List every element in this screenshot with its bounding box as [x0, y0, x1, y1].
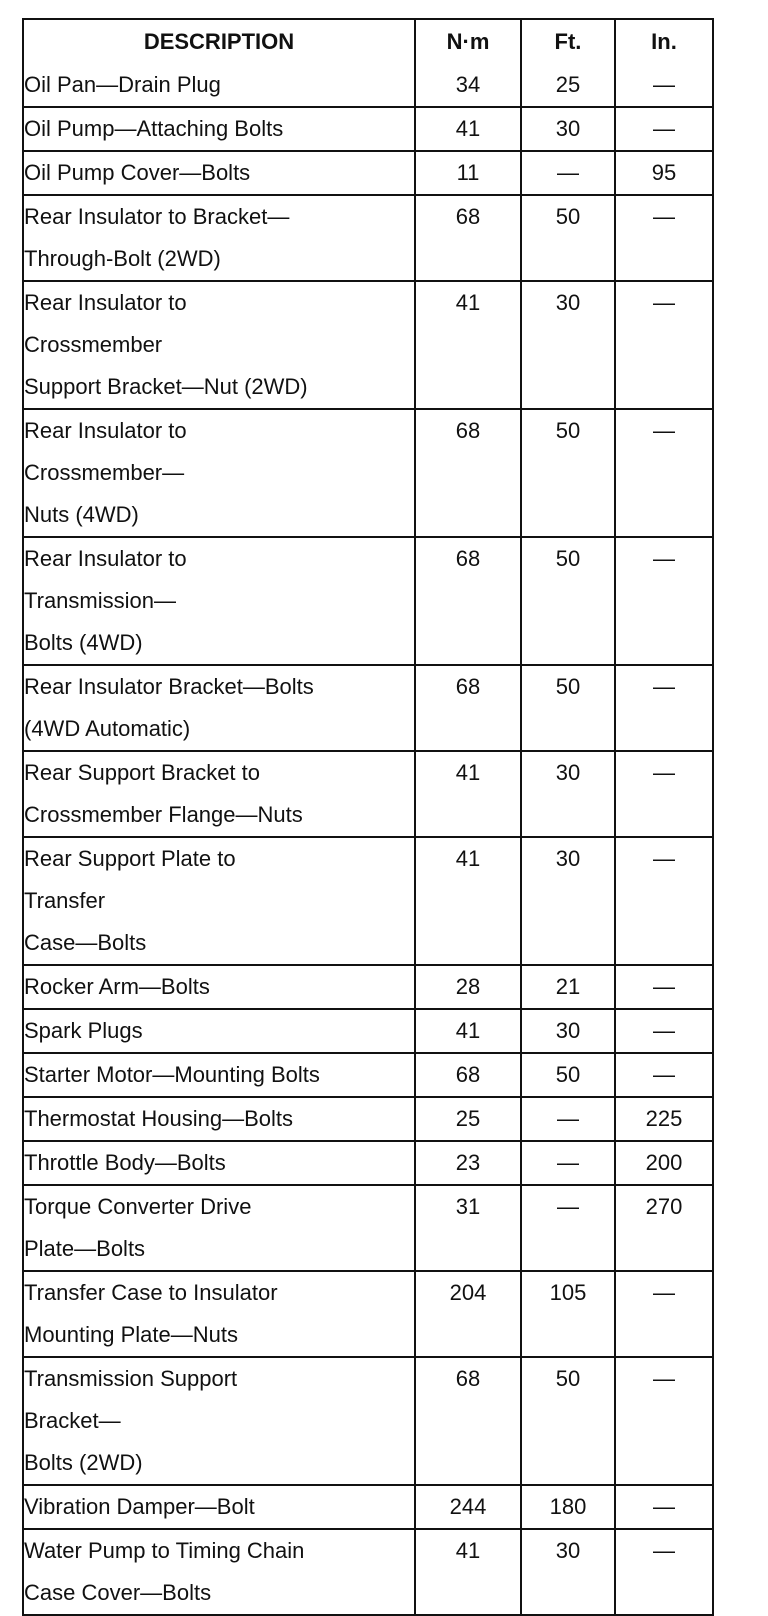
description-line: Thermostat Housing—Bolts	[24, 1106, 293, 1131]
table-row	[23, 195, 713, 281]
description-cell	[23, 1357, 415, 1485]
description-line: Vibration Damper—Bolt	[24, 1494, 255, 1519]
table-row	[23, 1271, 713, 1357]
nm-value-cell: 68	[415, 1053, 521, 1097]
table-row	[23, 965, 713, 1009]
description-line: Crossmember Flange—Nuts	[24, 802, 303, 827]
in-value-cell: —	[615, 751, 713, 837]
description-line: Transmission—	[24, 588, 176, 613]
description-cell	[23, 64, 415, 107]
table-row	[23, 1097, 713, 1141]
nm-value-cell: 68	[415, 537, 521, 665]
nm-value-cell: 28	[415, 965, 521, 1009]
ft-value-cell: 30	[521, 281, 615, 409]
header-description: DESCRIPTION	[23, 19, 415, 64]
description-line: Rear Insulator to Bracket—	[24, 204, 290, 229]
description-cell	[23, 1141, 415, 1185]
nm-value-cell: 41	[415, 1529, 521, 1615]
table-row	[23, 1529, 713, 1615]
nm-value-cell: 25	[415, 1097, 521, 1141]
description-line: Support Bracket—Nut (2WD)	[24, 374, 308, 399]
ft-value-cell: —	[521, 1141, 615, 1185]
description-line: Case Cover—Bolts	[24, 1580, 212, 1605]
in-value-cell: 200	[615, 1141, 713, 1185]
in-value-cell: —	[615, 64, 713, 107]
description-line: Plate—Bolts	[24, 1236, 146, 1261]
table-row	[23, 751, 713, 837]
in-value-cell: —	[615, 1357, 713, 1485]
description-cell	[23, 195, 415, 281]
nm-value-cell: 41	[415, 751, 521, 837]
description-line: Starter Motor—Mounting Bolts	[24, 1062, 320, 1087]
description-cell	[23, 1053, 415, 1097]
nm-value-cell: 204	[415, 1271, 521, 1357]
description-line: Transmission Support	[24, 1366, 238, 1391]
table-row	[23, 837, 713, 965]
in-value-cell: —	[615, 965, 713, 1009]
description-line: Rear Insulator Bracket—Bolts	[24, 674, 314, 699]
nm-value-cell: 244	[415, 1485, 521, 1529]
nm-value-cell: 11	[415, 151, 521, 195]
description-line: Crossmember—	[24, 460, 185, 485]
in-value-cell: 270	[615, 1185, 713, 1271]
description-line: Rear Support Bracket to	[24, 760, 261, 785]
table-row	[23, 409, 713, 537]
description-line: Case—Bolts	[24, 930, 147, 955]
table-row	[23, 1141, 713, 1185]
nm-value-cell: 41	[415, 1009, 521, 1053]
description-line: (4WD Automatic)	[24, 716, 191, 741]
ft-value-cell: 50	[521, 537, 615, 665]
nm-value-cell: 41	[415, 281, 521, 409]
ft-value-cell: 30	[521, 837, 615, 965]
in-value-cell: —	[615, 837, 713, 965]
description-line: Oil Pan—Drain Plug	[24, 72, 221, 97]
description-cell	[23, 1529, 415, 1615]
description-cell	[23, 151, 415, 195]
description-line: Transfer Case to Insulator	[24, 1280, 278, 1305]
ft-value-cell: —	[521, 1097, 615, 1141]
ft-value-cell: 30	[521, 1529, 615, 1615]
ft-value-cell: —	[521, 151, 615, 195]
description-cell	[23, 1009, 415, 1053]
description-cell	[23, 281, 415, 409]
in-value-cell: —	[615, 107, 713, 151]
description-line: Throttle Body—Bolts	[24, 1150, 226, 1175]
in-value-cell: —	[615, 1529, 713, 1615]
header-feet: Ft.	[521, 19, 615, 64]
nm-value-cell: 68	[415, 665, 521, 751]
in-value-cell: —	[615, 1053, 713, 1097]
description-cell	[23, 1271, 415, 1357]
description-line: Bracket—	[24, 1408, 121, 1433]
in-value-cell: —	[615, 1009, 713, 1053]
header-row	[23, 19, 713, 64]
ft-value-cell: 30	[521, 107, 615, 151]
description-cell	[23, 107, 415, 151]
description-line: Through-Bolt (2WD)	[24, 246, 221, 271]
table-row	[23, 281, 713, 409]
description-line: Bolts (2WD)	[24, 1450, 143, 1475]
ft-value-cell: 50	[521, 195, 615, 281]
description-cell	[23, 1097, 415, 1141]
table-row	[23, 107, 713, 151]
description-line: Rear Support Plate to	[24, 846, 236, 871]
in-value-cell: —	[615, 281, 713, 409]
table-row	[23, 537, 713, 665]
in-value-cell: 225	[615, 1097, 713, 1141]
description-cell	[23, 537, 415, 665]
in-value-cell: —	[615, 195, 713, 281]
header-inches: In.	[615, 19, 713, 64]
nm-value-cell: 68	[415, 195, 521, 281]
ft-value-cell: 30	[521, 1009, 615, 1053]
nm-value-cell: 68	[415, 409, 521, 537]
table-row	[23, 1357, 713, 1485]
description-cell	[23, 665, 415, 751]
description-line: Rear Insulator to	[24, 546, 187, 571]
description-line: Bolts (4WD)	[24, 630, 143, 655]
description-line: Torque Converter Drive	[24, 1194, 252, 1219]
table-row	[23, 665, 713, 751]
ft-value-cell: 50	[521, 409, 615, 537]
nm-value-cell: 31	[415, 1185, 521, 1271]
description-line: Oil Pump—Attaching Bolts	[24, 116, 284, 141]
header-newton-meters: N·m	[415, 19, 521, 64]
description-line: Water Pump to Timing Chain	[24, 1538, 305, 1563]
description-line: Oil Pump Cover—Bolts	[24, 160, 251, 185]
ft-value-cell: 21	[521, 965, 615, 1009]
ft-value-cell: 105	[521, 1271, 615, 1357]
description-cell	[23, 409, 415, 537]
description-line: Rear Insulator to	[24, 418, 187, 443]
ft-value-cell: 50	[521, 1357, 615, 1485]
table-row	[23, 64, 713, 107]
nm-value-cell: 41	[415, 107, 521, 151]
torque-spec-table	[22, 18, 714, 1616]
table-body	[23, 64, 713, 1615]
table-row	[23, 1485, 713, 1529]
in-value-cell: 95	[615, 151, 713, 195]
table-row	[23, 1009, 713, 1053]
ft-value-cell: 50	[521, 1053, 615, 1097]
description-line: Transfer	[24, 888, 106, 913]
description-line: Nuts (4WD)	[24, 502, 139, 527]
ft-value-cell: 25	[521, 64, 615, 107]
in-value-cell: —	[615, 1271, 713, 1357]
ft-value-cell: —	[521, 1185, 615, 1271]
table-row	[23, 151, 713, 195]
nm-value-cell: 68	[415, 1357, 521, 1485]
table-row	[23, 1185, 713, 1271]
description-line: Rear Insulator to	[24, 290, 187, 315]
description-line: Spark Plugs	[24, 1018, 143, 1043]
description-cell	[23, 965, 415, 1009]
description-cell	[23, 1185, 415, 1271]
description-line: Mounting Plate—Nuts	[24, 1322, 238, 1347]
nm-value-cell: 23	[415, 1141, 521, 1185]
ft-value-cell: 30	[521, 751, 615, 837]
ft-value-cell: 50	[521, 665, 615, 751]
description-line: Crossmember	[24, 332, 163, 357]
table-row	[23, 1053, 713, 1097]
in-value-cell: —	[615, 1485, 713, 1529]
description-line: Rocker Arm—Bolts	[24, 974, 210, 999]
description-cell	[23, 751, 415, 837]
in-value-cell: —	[615, 409, 713, 537]
ft-value-cell: 180	[521, 1485, 615, 1529]
in-value-cell: —	[615, 665, 713, 751]
nm-value-cell: 41	[415, 837, 521, 965]
nm-value-cell: 34	[415, 64, 521, 107]
description-cell	[23, 1485, 415, 1529]
table-header	[23, 19, 713, 64]
description-cell	[23, 837, 415, 965]
in-value-cell: —	[615, 537, 713, 665]
